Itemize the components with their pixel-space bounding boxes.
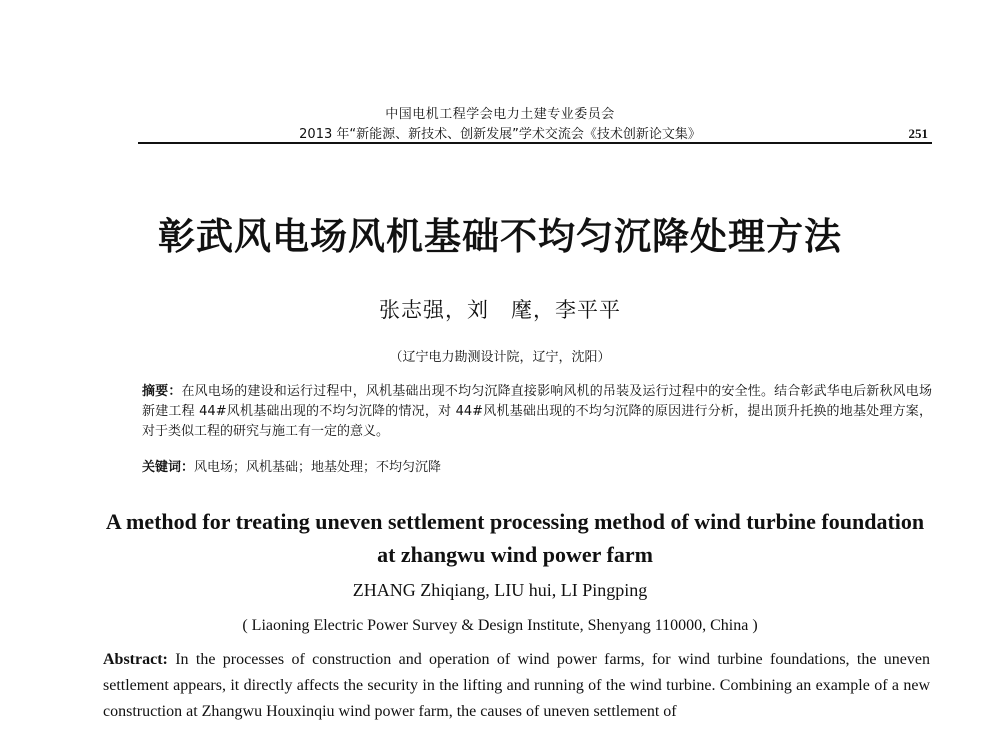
chinese-abstract-text: 在风电场的建设和运行过程中，风机基础出现不均匀沉降直接影响风机的吊装及运行过程中的安全性。结合彰武华电后新秋风电场新建工程 44#风机基础出现的不均匀沉降的情况，对 44#风机基础出现的不均匀沉降的原因进行分析，提出顶升托换的地基处理方案，对于类似工程的研究与施工有一定的意义。 xyxy=(142,384,932,439)
chinese-title: 彰武风电场风机基础不均匀沉降处理方法 xyxy=(158,215,842,258)
english-abstract-text: In the processes of construction and operation of wind power farms, for wind turbine foundations, the uneven settlement appears, it directly affects the security in the lifting and running of the wind turbine. Combining an example of a new construction at Zhangwu Houxinqiu wind power farm, the causes of uneven settlement of xyxy=(103,651,930,720)
chinese-authors: 张志强，刘 麾，李平平 xyxy=(379,298,621,322)
chinese-abstract-label: 摘要： xyxy=(142,384,182,399)
english-title: A method for treating uneven settlement processing method of wind turbine foundation at zhangwu wind power farm xyxy=(105,509,925,567)
header-rule xyxy=(138,142,932,144)
page-number: 251 xyxy=(908,126,928,141)
english-affiliation: ( Liaoning Electric Power Survey & Design Institute, Shenyang 110000, China ) xyxy=(242,617,758,634)
english-authors: ZHANG Zhiqiang, LIU hui, LI Pingping xyxy=(352,580,648,600)
chinese-keywords-label: 关键词： xyxy=(142,460,195,475)
english-abstract-label: Abstract: xyxy=(103,651,168,668)
chinese-keywords xyxy=(142,456,932,475)
header-conference: 2013 年“新能源、新技术、创新发展”学术交流会《技术创新论文集》 xyxy=(299,127,701,142)
chinese-abstract xyxy=(142,382,932,442)
header-organization: 中国电机工程学会电力土建专业委员会 xyxy=(385,107,615,122)
chinese-affiliation: （辽宁电力勘测设计院，辽宁，沈阳） xyxy=(389,350,611,365)
english-abstract xyxy=(103,647,930,725)
chinese-keywords-text: 风电场；风机基础；地基处理；不均匀沉降 xyxy=(194,460,442,475)
